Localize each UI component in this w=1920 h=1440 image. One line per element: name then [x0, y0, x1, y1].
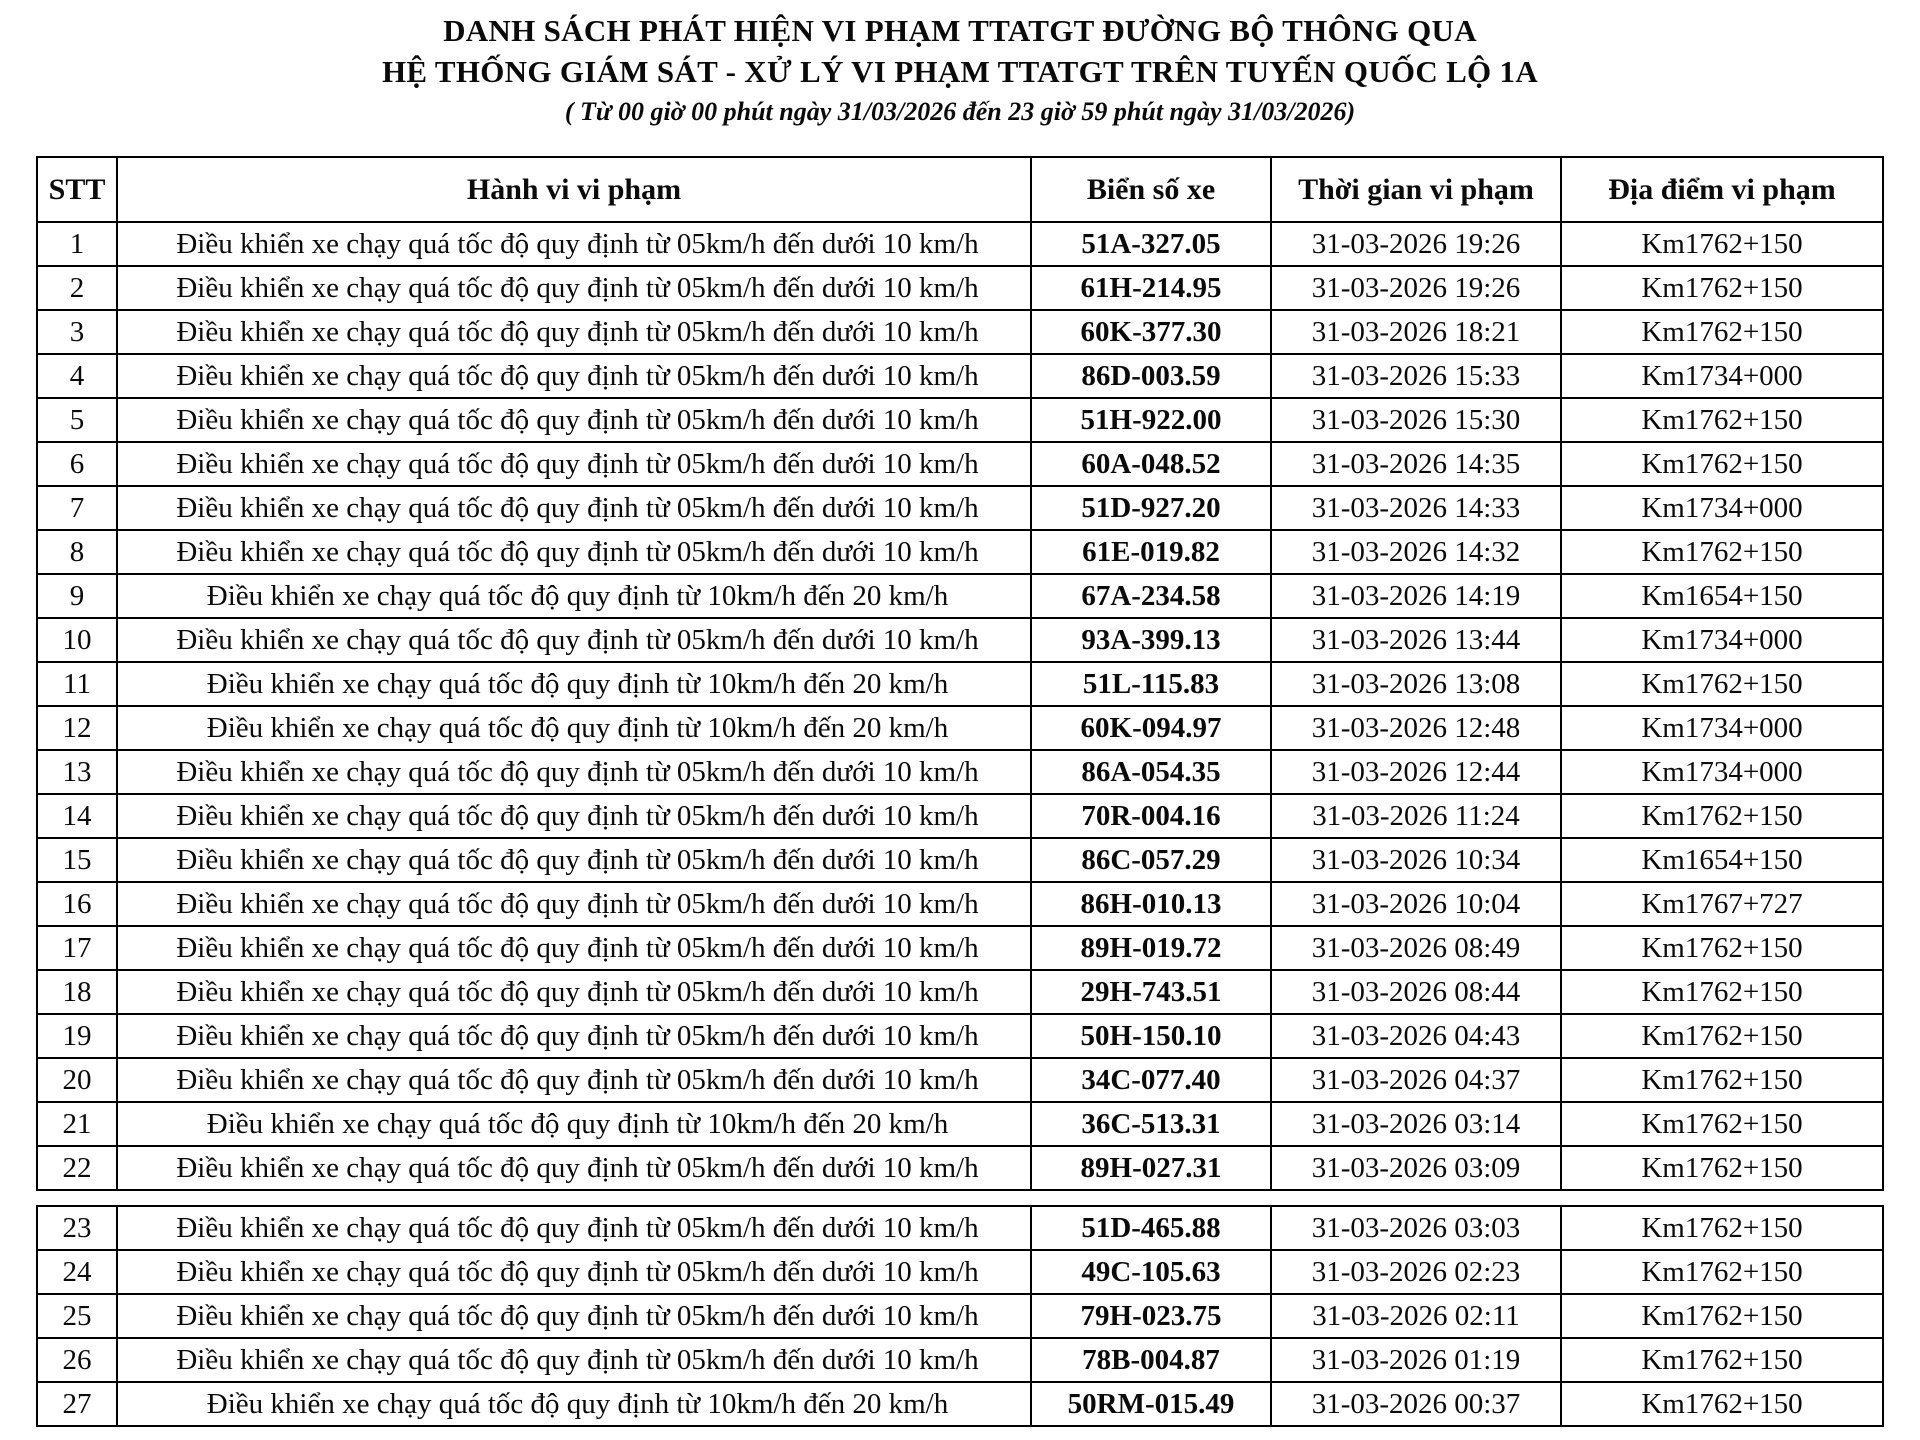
time-cell: 31-03-2026 14:35	[1271, 442, 1561, 486]
location-cell: Km1762+150	[1561, 1206, 1883, 1250]
table-row	[37, 926, 1883, 970]
violation-cell: Điều khiển xe chạy quá tốc độ quy định từ 05km/h đến dưới 10 km/h	[117, 838, 1031, 882]
table-row	[37, 222, 1883, 266]
plate-cell: 61H-214.95	[1031, 266, 1271, 310]
table-row	[37, 1294, 1883, 1338]
location-cell: Km1762+150	[1561, 1058, 1883, 1102]
location-cell: Km1734+000	[1561, 354, 1883, 398]
plate-cell: 70R-004.16	[1031, 794, 1271, 838]
table-row	[37, 1382, 1883, 1426]
violation-cell: Điều khiển xe chạy quá tốc độ quy định từ 05km/h đến dưới 10 km/h	[117, 970, 1031, 1014]
stt-cell: 26	[37, 1338, 117, 1382]
plate-cell: 49C-105.63	[1031, 1250, 1271, 1294]
table-row	[37, 486, 1883, 530]
location-cell: Km1654+150	[1561, 574, 1883, 618]
plate-cell: 61E-019.82	[1031, 530, 1271, 574]
violation-cell: Điều khiển xe chạy quá tốc độ quy định từ 05km/h đến dưới 10 km/h	[117, 1146, 1031, 1190]
table-row	[37, 574, 1883, 618]
plate-cell: 79H-023.75	[1031, 1294, 1271, 1338]
stt-cell: 1	[37, 222, 117, 266]
stt-cell: 27	[37, 1382, 117, 1426]
location-cell: Km1762+150	[1561, 222, 1883, 266]
violation-cell: Điều khiển xe chạy quá tốc độ quy định từ 05km/h đến dưới 10 km/h	[117, 222, 1031, 266]
table-row	[37, 706, 1883, 750]
stt-cell: 15	[37, 838, 117, 882]
table-row	[37, 1058, 1883, 1102]
time-cell: 31-03-2026 10:34	[1271, 838, 1561, 882]
plate-cell: 78B-004.87	[1031, 1338, 1271, 1382]
stt-cell: 12	[37, 706, 117, 750]
time-cell: 31-03-2026 03:14	[1271, 1102, 1561, 1146]
table-row	[37, 794, 1883, 838]
location-cell: Km1767+727	[1561, 882, 1883, 926]
time-cell: 31-03-2026 08:49	[1271, 926, 1561, 970]
stt-cell: 6	[37, 442, 117, 486]
violation-cell: Điều khiển xe chạy quá tốc độ quy định từ 05km/h đến dưới 10 km/h	[117, 486, 1031, 530]
violation-cell: Điều khiển xe chạy quá tốc độ quy định từ 05km/h đến dưới 10 km/h	[117, 794, 1031, 838]
stt-cell: 17	[37, 926, 117, 970]
header-plate: Biển số xe	[1031, 157, 1271, 222]
table-row	[37, 1206, 1883, 1250]
table-row	[37, 354, 1883, 398]
stt-cell: 4	[37, 354, 117, 398]
plate-cell: 34C-077.40	[1031, 1058, 1271, 1102]
location-cell: Km1762+150	[1561, 1102, 1883, 1146]
location-cell: Km1762+150	[1561, 310, 1883, 354]
location-cell: Km1762+150	[1561, 442, 1883, 486]
violation-cell: Điều khiển xe chạy quá tốc độ quy định từ 05km/h đến dưới 10 km/h	[117, 1058, 1031, 1102]
time-cell: 31-03-2026 03:03	[1271, 1206, 1561, 1250]
location-cell: Km1762+150	[1561, 662, 1883, 706]
table-row	[37, 750, 1883, 794]
stt-cell: 19	[37, 1014, 117, 1058]
plate-cell: 86H-010.13	[1031, 882, 1271, 926]
time-cell: 31-03-2026 00:37	[1271, 1382, 1561, 1426]
plate-cell: 60K-094.97	[1031, 706, 1271, 750]
violation-cell: Điều khiển xe chạy quá tốc độ quy định từ 05km/h đến dưới 10 km/h	[117, 618, 1031, 662]
location-cell: Km1734+000	[1561, 706, 1883, 750]
plate-cell: 93A-399.13	[1031, 618, 1271, 662]
stt-cell: 23	[37, 1206, 117, 1250]
table-row	[37, 1338, 1883, 1382]
location-cell: Km1762+150	[1561, 1338, 1883, 1382]
table-row	[37, 882, 1883, 926]
table-row	[37, 266, 1883, 310]
stt-cell: 24	[37, 1250, 117, 1294]
time-cell: 31-03-2026 19:26	[1271, 266, 1561, 310]
violation-cell: Điều khiển xe chạy quá tốc độ quy định từ 05km/h đến dưới 10 km/h	[117, 1250, 1031, 1294]
document-subtitle: ( Từ 00 giờ 00 phút ngày 31/03/2026 đến 23 giờ 59 phút ngày 31/03/2026)	[564, 97, 1356, 126]
title-line-1: DANH SÁCH PHÁT HIỆN VI PHẠM TTATGT ĐƯỜNG BỘ THÔNG QUA	[443, 13, 1477, 48]
plate-cell: 51D-465.88	[1031, 1206, 1271, 1250]
violation-cell: Điều khiển xe chạy quá tốc độ quy định từ 05km/h đến dưới 10 km/h	[117, 354, 1031, 398]
location-cell: Km1734+000	[1561, 750, 1883, 794]
stt-cell: 25	[37, 1294, 117, 1338]
location-cell: Km1734+000	[1561, 618, 1883, 662]
header-violation: Hành vi vi phạm	[117, 157, 1031, 222]
violation-cell: Điều khiển xe chạy quá tốc độ quy định từ 10km/h đến 20 km/h	[117, 706, 1031, 750]
time-cell: 31-03-2026 04:37	[1271, 1058, 1561, 1102]
stt-cell: 2	[37, 266, 117, 310]
violation-cell: Điều khiển xe chạy quá tốc độ quy định từ 05km/h đến dưới 10 km/h	[117, 1294, 1031, 1338]
table-row	[37, 838, 1883, 882]
stt-cell: 18	[37, 970, 117, 1014]
violation-cell: Điều khiển xe chạy quá tốc độ quy định từ 05km/h đến dưới 10 km/h	[117, 1338, 1031, 1382]
plate-cell: 36C-513.31	[1031, 1102, 1271, 1146]
stt-cell: 10	[37, 618, 117, 662]
violations-table-continued	[36, 1205, 1884, 1427]
time-cell: 31-03-2026 13:44	[1271, 618, 1561, 662]
plate-cell: 29H-743.51	[1031, 970, 1271, 1014]
table-row	[37, 310, 1883, 354]
plate-cell: 50RM-015.49	[1031, 1382, 1271, 1426]
table-row	[37, 530, 1883, 574]
time-cell: 31-03-2026 15:33	[1271, 354, 1561, 398]
time-cell: 31-03-2026 14:32	[1271, 530, 1561, 574]
violation-cell: Điều khiển xe chạy quá tốc độ quy định từ 05km/h đến dưới 10 km/h	[117, 882, 1031, 926]
table-row	[37, 662, 1883, 706]
stt-cell: 3	[37, 310, 117, 354]
plate-cell: 86A-054.35	[1031, 750, 1271, 794]
plate-cell: 89H-027.31	[1031, 1146, 1271, 1190]
violation-cell: Điều khiển xe chạy quá tốc độ quy định từ 05km/h đến dưới 10 km/h	[117, 310, 1031, 354]
location-cell: Km1762+150	[1561, 926, 1883, 970]
table-row	[37, 970, 1883, 1014]
time-cell: 31-03-2026 19:26	[1271, 222, 1561, 266]
time-cell: 31-03-2026 12:44	[1271, 750, 1561, 794]
table-row	[37, 1146, 1883, 1190]
header-stt: STT	[37, 157, 117, 222]
violation-cell: Điều khiển xe chạy quá tốc độ quy định từ 05km/h đến dưới 10 km/h	[117, 750, 1031, 794]
stt-cell: 13	[37, 750, 117, 794]
title-line-2: HỆ THỐNG GIÁM SÁT - XỬ LÝ VI PHẠM TTATGT TRÊN TUYẾN QUỐC LỘ 1A	[381, 54, 1539, 89]
time-cell: 31-03-2026 02:23	[1271, 1250, 1561, 1294]
violations-table-body-1	[37, 222, 1883, 1190]
violation-cell: Điều khiển xe chạy quá tốc độ quy định từ 10km/h đến 20 km/h	[117, 1102, 1031, 1146]
plate-cell: 86D-003.59	[1031, 354, 1271, 398]
violation-cell: Điều khiển xe chạy quá tốc độ quy định từ 10km/h đến 20 km/h	[117, 662, 1031, 706]
location-cell: Km1762+150	[1561, 1294, 1883, 1338]
stt-cell: 22	[37, 1146, 117, 1190]
time-cell: 31-03-2026 03:09	[1271, 1146, 1561, 1190]
time-cell: 31-03-2026 14:33	[1271, 486, 1561, 530]
plate-cell: 89H-019.72	[1031, 926, 1271, 970]
stt-cell: 8	[37, 530, 117, 574]
location-cell: Km1762+150	[1561, 1146, 1883, 1190]
location-cell: Km1762+150	[1561, 266, 1883, 310]
time-cell: 31-03-2026 08:44	[1271, 970, 1561, 1014]
document-title	[0, 10, 1920, 92]
stt-cell: 5	[37, 398, 117, 442]
plate-cell: 51H-922.00	[1031, 398, 1271, 442]
plate-cell: 60A-048.52	[1031, 442, 1271, 486]
location-cell: Km1762+150	[1561, 794, 1883, 838]
location-cell: Km1762+150	[1561, 1250, 1883, 1294]
violation-cell: Điều khiển xe chạy quá tốc độ quy định từ 05km/h đến dưới 10 km/h	[117, 398, 1031, 442]
location-cell: Km1762+150	[1561, 398, 1883, 442]
violation-cell: Điều khiển xe chạy quá tốc độ quy định từ 05km/h đến dưới 10 km/h	[117, 1014, 1031, 1058]
time-cell: 31-03-2026 13:08	[1271, 662, 1561, 706]
violation-cell: Điều khiển xe chạy quá tốc độ quy định từ 05km/h đến dưới 10 km/h	[117, 442, 1031, 486]
location-cell: Km1762+150	[1561, 1382, 1883, 1426]
header-time: Thời gian vi phạm	[1271, 157, 1561, 222]
header-location: Địa điểm vi phạm	[1561, 157, 1883, 222]
plate-cell: 51A-327.05	[1031, 222, 1271, 266]
time-cell: 31-03-2026 12:48	[1271, 706, 1561, 750]
time-cell: 31-03-2026 18:21	[1271, 310, 1561, 354]
table-row	[37, 442, 1883, 486]
violation-cell: Điều khiển xe chạy quá tốc độ quy định từ 05km/h đến dưới 10 km/h	[117, 530, 1031, 574]
time-cell: 31-03-2026 02:11	[1271, 1294, 1561, 1338]
time-cell: 31-03-2026 01:19	[1271, 1338, 1561, 1382]
stt-cell: 7	[37, 486, 117, 530]
time-cell: 31-03-2026 11:24	[1271, 794, 1561, 838]
time-cell: 31-03-2026 04:43	[1271, 1014, 1561, 1058]
violation-cell: Điều khiển xe chạy quá tốc độ quy định từ 10km/h đến 20 km/h	[117, 574, 1031, 618]
stt-cell: 11	[37, 662, 117, 706]
violations-table-body-2	[37, 1206, 1883, 1426]
location-cell: Km1654+150	[1561, 838, 1883, 882]
stt-cell: 14	[37, 794, 117, 838]
table-row	[37, 618, 1883, 662]
location-cell: Km1762+150	[1561, 530, 1883, 574]
plate-cell: 50H-150.10	[1031, 1014, 1271, 1058]
location-cell: Km1734+000	[1561, 486, 1883, 530]
stt-cell: 9	[37, 574, 117, 618]
table-header-row	[37, 157, 1883, 222]
violation-cell: Điều khiển xe chạy quá tốc độ quy định từ 10km/h đến 20 km/h	[117, 1382, 1031, 1426]
violations-table-main	[36, 156, 1884, 1191]
violation-cell: Điều khiển xe chạy quá tốc độ quy định từ 05km/h đến dưới 10 km/h	[117, 926, 1031, 970]
table-row	[37, 1102, 1883, 1146]
plate-cell: 51D-927.20	[1031, 486, 1271, 530]
table-row	[37, 1250, 1883, 1294]
location-cell: Km1762+150	[1561, 970, 1883, 1014]
plate-cell: 60K-377.30	[1031, 310, 1271, 354]
table-row	[37, 398, 1883, 442]
time-cell: 31-03-2026 15:30	[1271, 398, 1561, 442]
time-cell: 31-03-2026 10:04	[1271, 882, 1561, 926]
time-cell: 31-03-2026 14:19	[1271, 574, 1561, 618]
violation-cell: Điều khiển xe chạy quá tốc độ quy định từ 05km/h đến dưới 10 km/h	[117, 266, 1031, 310]
location-cell: Km1762+150	[1561, 1014, 1883, 1058]
plate-cell: 67A-234.58	[1031, 574, 1271, 618]
stt-cell: 16	[37, 882, 117, 926]
table-row	[37, 1014, 1883, 1058]
violation-cell: Điều khiển xe chạy quá tốc độ quy định từ 05km/h đến dưới 10 km/h	[117, 1206, 1031, 1250]
plate-cell: 51L-115.83	[1031, 662, 1271, 706]
stt-cell: 21	[37, 1102, 117, 1146]
plate-cell: 86C-057.29	[1031, 838, 1271, 882]
stt-cell: 20	[37, 1058, 117, 1102]
